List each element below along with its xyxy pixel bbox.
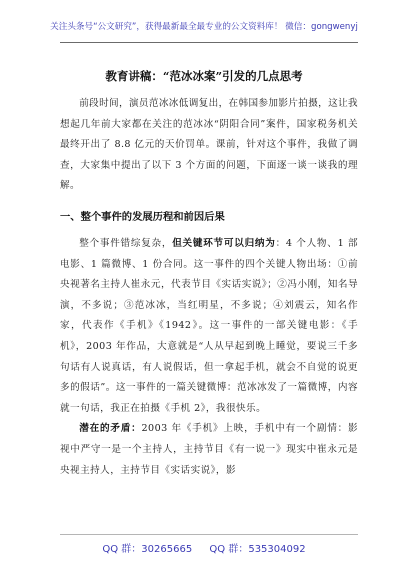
page-footer	[0, 540, 408, 555]
document-title: 教育讲稿：“范冰冰案”引发的几点思考	[105, 69, 303, 83]
section-heading: 一、整个事件的发展历程和前因后果	[60, 211, 225, 223]
section-paragraph-2	[60, 419, 358, 481]
intro-section	[60, 94, 358, 197]
para2-rest: 2003 年《手机》上映，手机中有一个剧情：影视中严守一是一个主持人，主持节目《有一说一》现实中崔永元是央视主持人，主持节目《实话实说》，影	[60, 423, 358, 476]
para-lead: 整个事件错综复杂，	[79, 238, 173, 249]
section-paragraph-1	[60, 234, 358, 419]
header-divider	[60, 42, 358, 43]
page-header: 关注头条号“公文研究”，获得最新最全最专业的公文资料库！ 微信：gongwenyj	[50, 22, 358, 32]
section-body	[60, 234, 358, 481]
intro-paragraph: 前段时间，演员范冰冰低调复出，在韩国参加影片拍摄，这让我想起几年前大家都在关注的范冰冰“阴阳合同”案件，国家税务机关最终开出了 8.8 亿元的天价罚单。课前，针对这个事件，我做了调查，大家集中提出了以下 3 个方面的问题，下面逐一谈一谈我的理解。	[60, 98, 358, 191]
para-rest: ：4 个人物、1 部电影、1 篇微博、1 份合同。这一事件的四个关键人物出场：①前央视著名主持人崔永元，代表节目《实话实说》；②冯小刚，知名导演，不多说；③范冰冰，当红明星，不多说；④刘震云，知名作家，代表作《手机》《1942》。这一事件的一部关键电影：《手机》，2003 年作品，大意就是“人从早起到晚上睡觉，要说三千多句话有人说真话，有人说假话，但一拿起手机，就会不自觉的说更多的假话”。这一事件的一篇关键微博：范冰冰发了一篇微博，内容就一句话，我正在拍摄《手机 2》，我很快乐。	[60, 238, 358, 414]
qq-group-1: QQ 群：30265665	[102, 544, 193, 555]
footer-divider	[60, 534, 358, 535]
para-bold-phrase: 但关键环节可以归纳为	[172, 238, 276, 249]
qq-group-2: QQ 群：535304092	[209, 544, 306, 555]
para2-bold-phrase: 潜在的矛盾：	[79, 423, 142, 435]
